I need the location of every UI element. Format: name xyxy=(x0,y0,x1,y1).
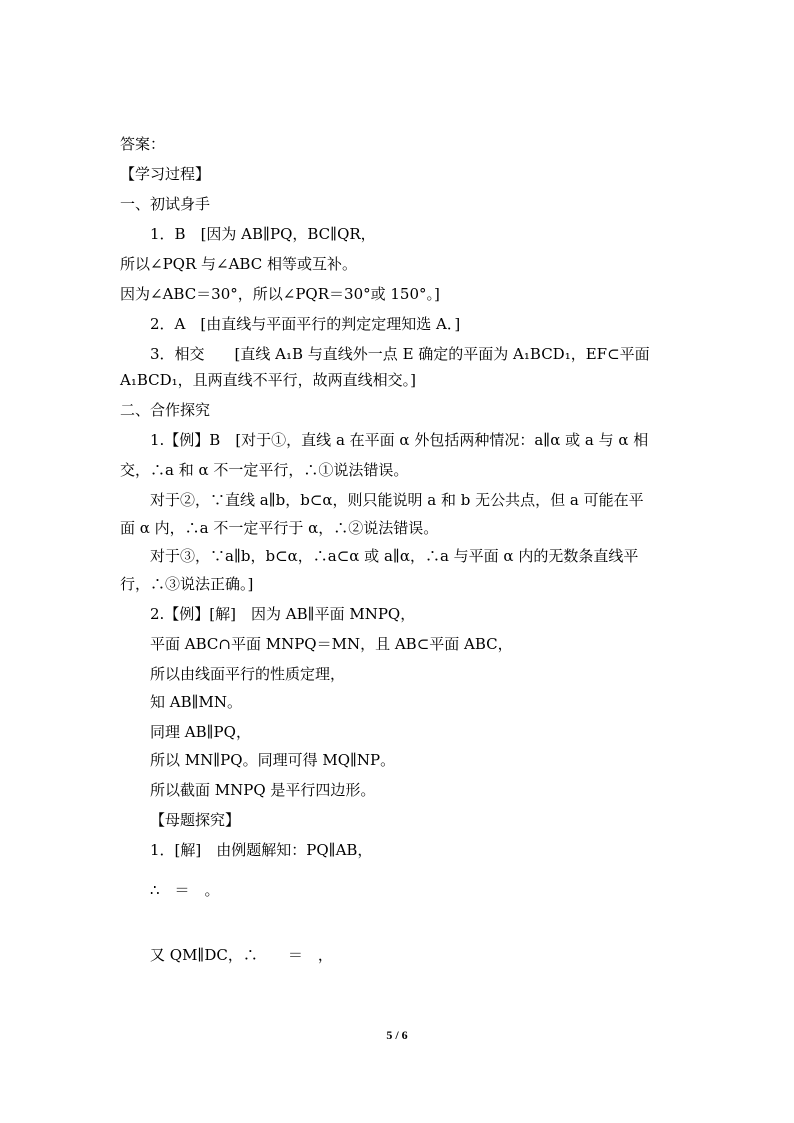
q1-line: 1．B [因为 AB∥PQ，BC∥QR， xyxy=(150,225,376,243)
ex1-line: 面 α 内，∴a 不一定平行于 α，∴②说法错误。 xyxy=(120,519,439,537)
ex2-line: 2.【例】[解] 因为 AB∥平面 MNPQ， xyxy=(150,605,416,623)
q1-line: 所以∠PQR 与∠ABC 相等或互补。 xyxy=(120,255,357,273)
q2-line: 2．A [由直线与平面平行的判定定理知选 A．] xyxy=(150,315,461,333)
ex1-line: 行，∴③说法正确。] xyxy=(120,575,254,593)
q1-line: 因为∠ABC＝30°，所以∠PQR＝30°或 150°。] xyxy=(120,285,440,303)
ex2-line: 知 AB∥MN。 xyxy=(150,693,243,711)
page-number: 5 / 6 xyxy=(386,1028,408,1042)
ex1-line: 交，∴a 和 α 不一定平行，∴①说法错误。 xyxy=(120,461,409,479)
part1-heading: 一、初试身手 xyxy=(120,195,211,213)
mother-topic-line: 又 QM∥DC，∴ ＝ ， xyxy=(150,946,333,964)
ex2-line: 所以由线面平行的性质定理， xyxy=(150,665,346,683)
ex2-line: 同理 AB∥PQ， xyxy=(150,723,251,741)
part2-heading: 二、合作探究 xyxy=(120,401,211,419)
q3-line: 3．相交 [直线 A₁B 与直线外一点 E 确定的平面为 A₁BCD₁，EF⊂平面 xyxy=(150,345,650,363)
mother-topic-heading: 【母题探究】 xyxy=(150,811,241,829)
ex1-line: 对于③，∵a∥b，b⊂α，∴a⊂α 或 a∥α，∴a 与平面 α 内的无数条直线平 xyxy=(150,547,639,565)
ex2-line: 所以截面 MNPQ 是平行四边形。 xyxy=(150,781,376,799)
section-title: 【学习过程】 xyxy=(120,165,211,183)
ex1-line: 对于②，∵直线 a∥b，b⊂α，则只能说明 a 和 b 无公共点，但 a 可能在平 xyxy=(150,491,644,509)
answer-heading: 答案： xyxy=(120,135,166,153)
mother-topic-line: 1．[解] 由例题解知：PQ∥AB， xyxy=(150,841,373,859)
q3-line: A₁BCD₁，且两直线不平行，故两直线相交。] xyxy=(120,371,417,389)
ex2-line: 所以 MN∥PQ。同理可得 MQ∥NP。 xyxy=(150,751,396,769)
ex1-line: 1.【例】B [对于①，直线 a 在平面 α 外包括两种情况：a∥α 或 a 与 α 相 xyxy=(150,431,649,449)
mother-topic-line: ∴ ＝ 。 xyxy=(150,881,220,899)
ex2-line: 平面 ABC∩平面 MNPQ＝MN，且 AB⊂平面 ABC， xyxy=(150,635,513,653)
